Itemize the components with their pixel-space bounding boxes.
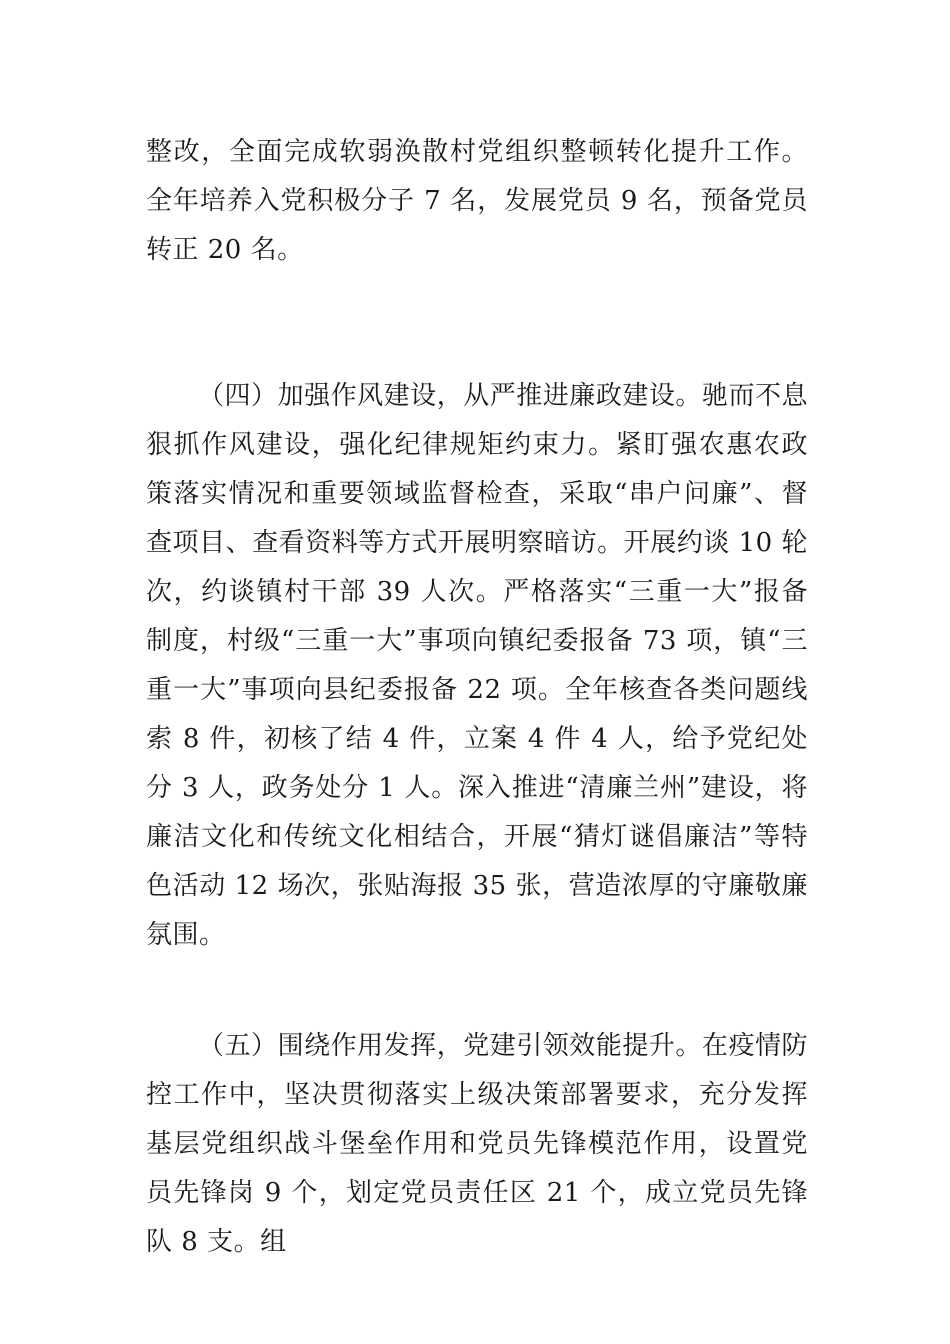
- paragraph-section-four-work-style: （四）加强作风建设，从严推进廉政建设。驰而不息狠抓作风建设，强化纪律规矩约束力。紧盯强农惠农政策落实情况和重要领域监督检查，采取“串户问廉”、督查项目、查看资料等方式开展明察暗访。开展约谈 10 轮次，约谈镇村干部 39 人次。严格落实“三重一大”报备制度，村级“三重一大”事项向镇纪委报备 73 项，镇“三重一大”事项向县纪委报备 22 项。全年核查各类问题线索 8 件，初核了结 4 件，立案 4 件 4 人，给予党纪处分 3 人，政务处分 1 人。深入推进“清廉兰州”建设，将廉洁文化和传统文化相结合，开展“猜灯谜倡廉洁”等特色活动 12 场次，张贴海报 35 张，营造浓厚的守廉敬廉氛围。: [146, 381, 808, 950]
- paragraph-section-five-party-building: （五）围绕作用发挥，党建引领效能提升。在疫情防控工作中，坚决贯彻落实上级决策部署要求，充分发挥基层党组织战斗堡垒作用和党员先锋模范作用，设置党员先锋岗 9 个，划定党员责任区 21 个，成立党员先锋队 8 支。组: [146, 1031, 808, 1257]
- paragraph-party-organization-rectification: 整改，全面完成软弱涣散村党组织整顿转化提升工作。全年培养入党积极分子 7 名，发展党员 9 名，预备党员转正 20 名。: [146, 137, 808, 265]
